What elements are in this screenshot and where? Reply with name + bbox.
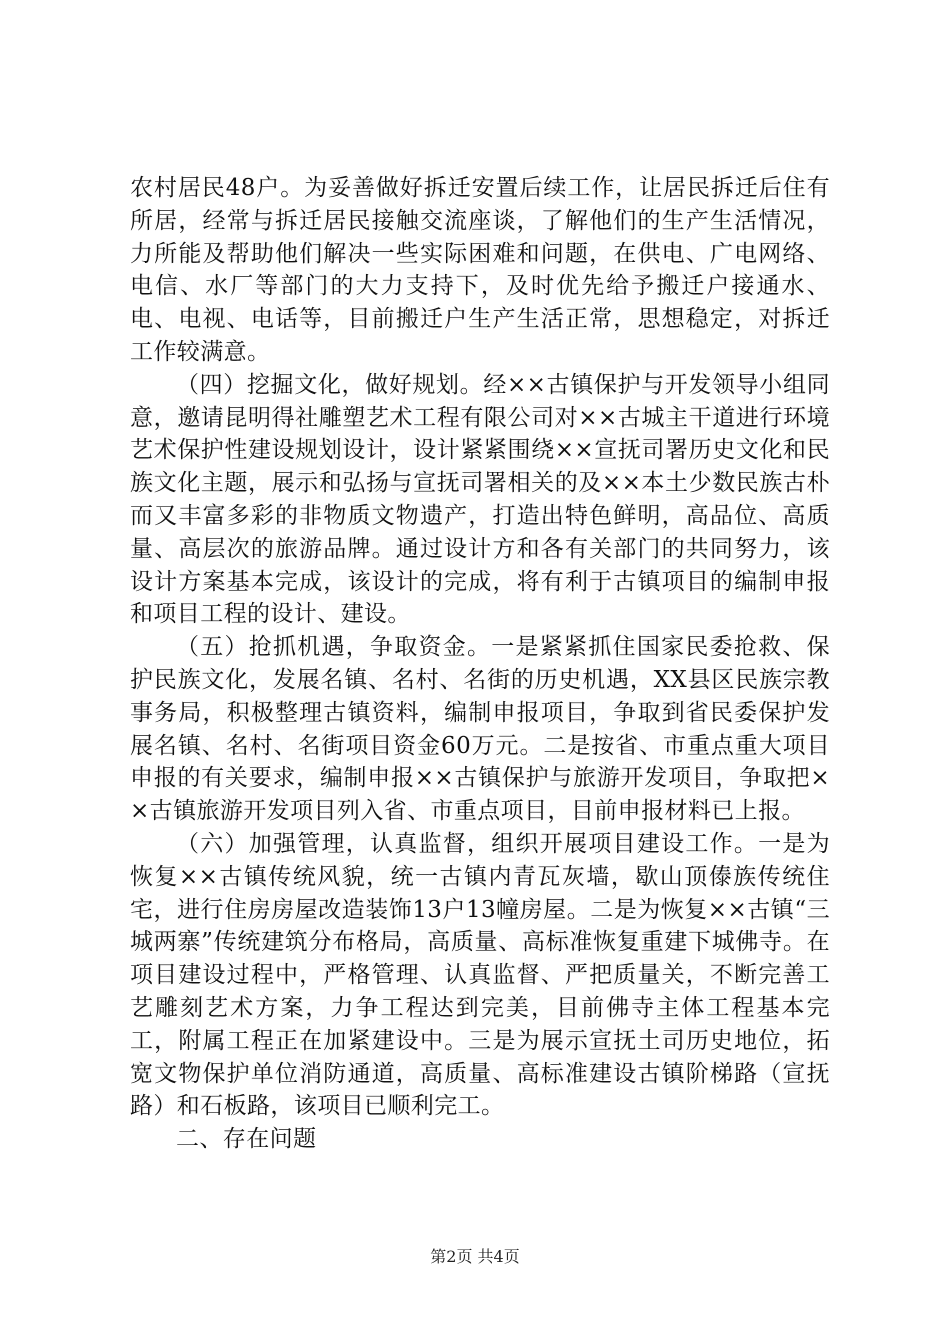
page-footer: 第2页 共4页	[430, 1247, 520, 1266]
paragraph-relocation-followup: 农村居民48户。为妥善做好拆迁安置后续工作，让居民拆迁后住有所居，经常与拆迁居民接触交流座谈，了解他们的生产生活情况，力所能及帮助他们解决一些实际困难和问题，在供电、广电网络、电信、水厂等部门的大力支持下，及时优先给予搬迁户接通水、电、电视、电话等，目前搬迁户生产生活正常，思想稳定，对拆迁工作较满意。	[130, 175, 830, 365]
document-body	[130, 172, 830, 1156]
paragraph-section-4-culture-planning: （四）挖掘文化，做好规划。经××古镇保护与开发领导小组同意，邀请昆明得社雕塑艺术工程有限公司对××古城主干道进行环境艺术保护性建设规划设计，设计紧紧围绕××宣抚司署历史文化和民族文化主题，展示和弘扬与宣抚司署相关的及××本土少数民族古朴而又丰富多彩的非物质文物遗产，打造出特色鲜明，高品位、高质量、高层次的旅游品牌。通过设计方和各有关部门的共同努力，该设计方案基本完成，该设计的完成，将有利于古镇项目的编制申报和项目工程的设计、建设。	[130, 371, 830, 628]
paragraph-section-5-funding: （五）抢抓机遇，争取资金。一是紧紧抓住国家民委抢救、保护民族文化，发展名镇、名村、名街的历史机遇，XX县区民族宗教事务局，积极整理古镇资料，编制申报项目，争取到省民委保护发展名镇、名村、名街项目资金60万元。二是按省、市重点重大项目申报的有关要求，编制申报××古镇保护与旅游开发项目，争取把××古镇旅游开发项目列入省、市重点项目，目前申报材料已上报。	[130, 634, 830, 825]
heading-existing-problems: 二、存在问题	[176, 1126, 317, 1153]
paragraph-section-6-management: （六）加强管理，认真监督，组织开展项目建设工作。一是为恢复××古镇传统风貌，统一古镇内青瓦灰墙，歇山顶傣族传统住宅，进行住房房屋改造装饰13户13幢房屋。二是为恢复××古镇“三城两寨”传统建筑分布格局，高质量、高标准恢复重建下城佛寺。在项目建设过程中，严格管理、认真监督、严把质量关，不断完善工艺雕刻艺术方案，力争工程达到完美，目前佛寺主体工程基本完工，附属工程正在加紧建设中。三是为展示宣抚土司历史地位，拓宽文物保护单位消防通道，高质量、高标准建设古镇阶梯路（宣抚路）和石板路，该项目已顺利完工。	[130, 830, 830, 1120]
